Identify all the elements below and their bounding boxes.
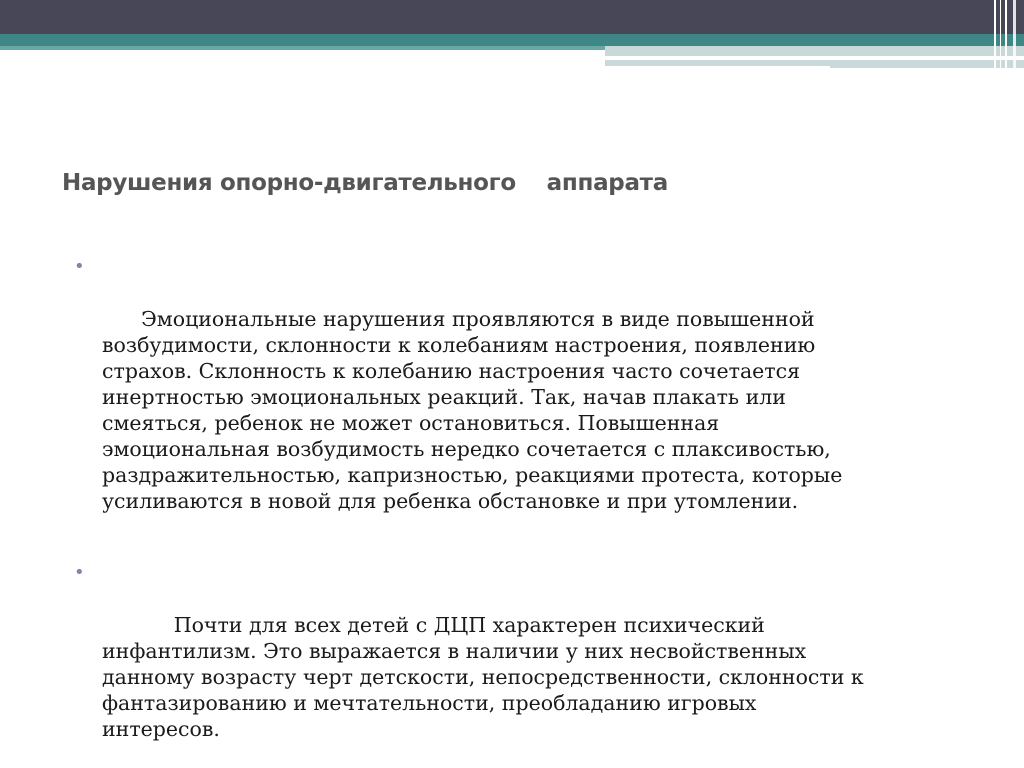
header-band-light: [605, 46, 1024, 56]
header-vertical-stripe: [1005, 0, 1007, 68]
header-vertical-stripe: [994, 0, 996, 68]
bullet-text: Эмоциональные нарушения проявляются в виде повышенной возбудимости, склонности к колебаниям настроения, появлению страхов. Склонность к колебанию настроения часто сочетается инертностью эмоциональных реакций. Так, начав плакать или смеяться, ребенок не может остановиться. Повышенная эмоциональная возбудимость нередко сочетается с плаксивостью, раздражительностью, капризностью, реакциями протеста, которые усиливаются в новой для ребенка обстановке и при утомлении.: [102, 307, 843, 513]
bullet-dot-icon: •: [74, 562, 85, 583]
bullet-item: [74, 254, 974, 540]
header-vertical-stripe: [1000, 0, 1001, 68]
header-band-dark: [0, 0, 1024, 34]
bullet-dot-icon: •: [74, 256, 85, 277]
header-band-white-line: [605, 56, 950, 59]
header-band-teal: [0, 34, 1024, 46]
header-band-teal-thin: [0, 46, 605, 50]
bullet-item: [74, 560, 974, 768]
bullet-text: Почти для всех детей с ДЦП характерен психический инфантилизм. Это выражается в наличии у них несвойственных данному возрасту черт детскости, непосредственности, склонности к фантазированию и мечтательности, преобладанию игровых интересов.: [102, 613, 864, 741]
header-band-white-line-lower: [605, 66, 830, 68]
slide-title: Нарушения опорно-двигательного аппарата: [62, 170, 668, 196]
header-vertical-stripe: [1013, 0, 1016, 68]
bullet-list: [74, 254, 974, 768]
